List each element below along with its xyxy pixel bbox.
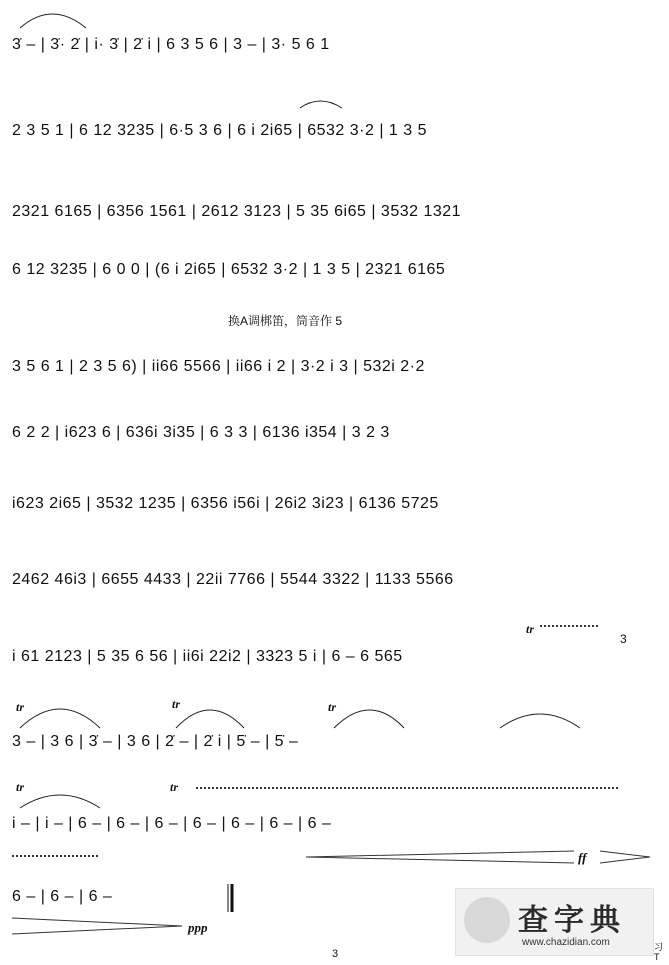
score-system-3: 2321 6165 | 6356 1561 | 2612 3123 | 5 35 6i65 | 3532 1321: [12, 203, 660, 227]
score-system-11: i – | i – | 6 – | 6 – | 6 – | 6 – | 6 – | 6 – | 6 –: [12, 815, 660, 839]
decrescendo-hairpin: [600, 851, 650, 863]
trill-mark: tr: [170, 780, 179, 794]
watermark-logo: [455, 888, 654, 956]
trill-mark: tr: [16, 780, 25, 794]
score-system-9: i 61 2123 | 5 35 6 56 | ii6i 22i2 | 3323 5 i | 6 – 6 565: [12, 648, 660, 672]
trill-mark: tr: [526, 622, 535, 636]
dynamic-ff: ff: [578, 850, 587, 865]
slur-curve: [300, 101, 342, 108]
watermark-title: 查字典: [518, 904, 626, 937]
score-system-10: 3 – | 3 6 | 3̇ – | 3 6 | 2̇ – | 2̇ i | 5̇ – | 5̇ –: [12, 733, 660, 757]
score-system-6: 6 2 2 | i623 6 | 636i 3i35 | 6 3 3 | 6136 i354 | 3 2 3: [12, 424, 660, 448]
score-system-2: 2 3 5 1 | 6 12 3235 | 6·5 3 6 | 6 i 2i65 | 6532 3·2 | 1 3 5: [12, 122, 660, 146]
score-system-5: 3 5 6 1 | 2 3 5 6) | ii66 5566 | ii66 i 2 | 3·2 i 3 | 532i 2·2: [12, 358, 660, 382]
page-number: 3: [332, 948, 339, 960]
score-system-4: 6 12 3235 | 6 0 0 | (6 i 2i65 | 6532 3·2 | 1 3 5 | 2321 6165: [12, 261, 660, 285]
edge-chars: 习 T: [654, 942, 664, 962]
watermark-url: www.chazidian.com: [522, 937, 610, 948]
slur-curve: [20, 795, 100, 808]
score-system-8: 2462 46i3 | 6655 4433 | 22ii 7766 | 5544 3322 | 1133 5566: [12, 571, 660, 595]
trill-mark: tr: [172, 697, 181, 711]
tuplet-number: 3: [620, 632, 627, 646]
trill-mark: tr: [16, 700, 25, 714]
score-system-12: 6 – | 6 – | 6 –: [12, 888, 242, 912]
score-system-1: 3̇ – | 3̇· 2̇ | i· 3̇ | 2̇ i | 6 3 5 6 | 3 – | 3· 5 6 1: [12, 36, 660, 60]
score-system-7: i623 2i65 | 3532 1235 | 6356 i56i | 26i2 3i23 | 6136 5725: [12, 495, 660, 519]
slur-curve: [500, 714, 580, 728]
crescendo-hairpin: [306, 851, 574, 863]
trill-mark: tr: [328, 700, 337, 714]
decrescendo-hairpin: [12, 918, 182, 934]
mascot-icon: [464, 897, 510, 943]
slur-curve: [176, 710, 244, 728]
key-change-annotation: 换A调梆笛，筒音作 5: [228, 314, 343, 328]
slur-curve: [334, 710, 404, 728]
dynamic-ppp: ppp: [188, 920, 208, 935]
slur-curve: [20, 14, 86, 28]
slur-curve: [20, 709, 100, 728]
